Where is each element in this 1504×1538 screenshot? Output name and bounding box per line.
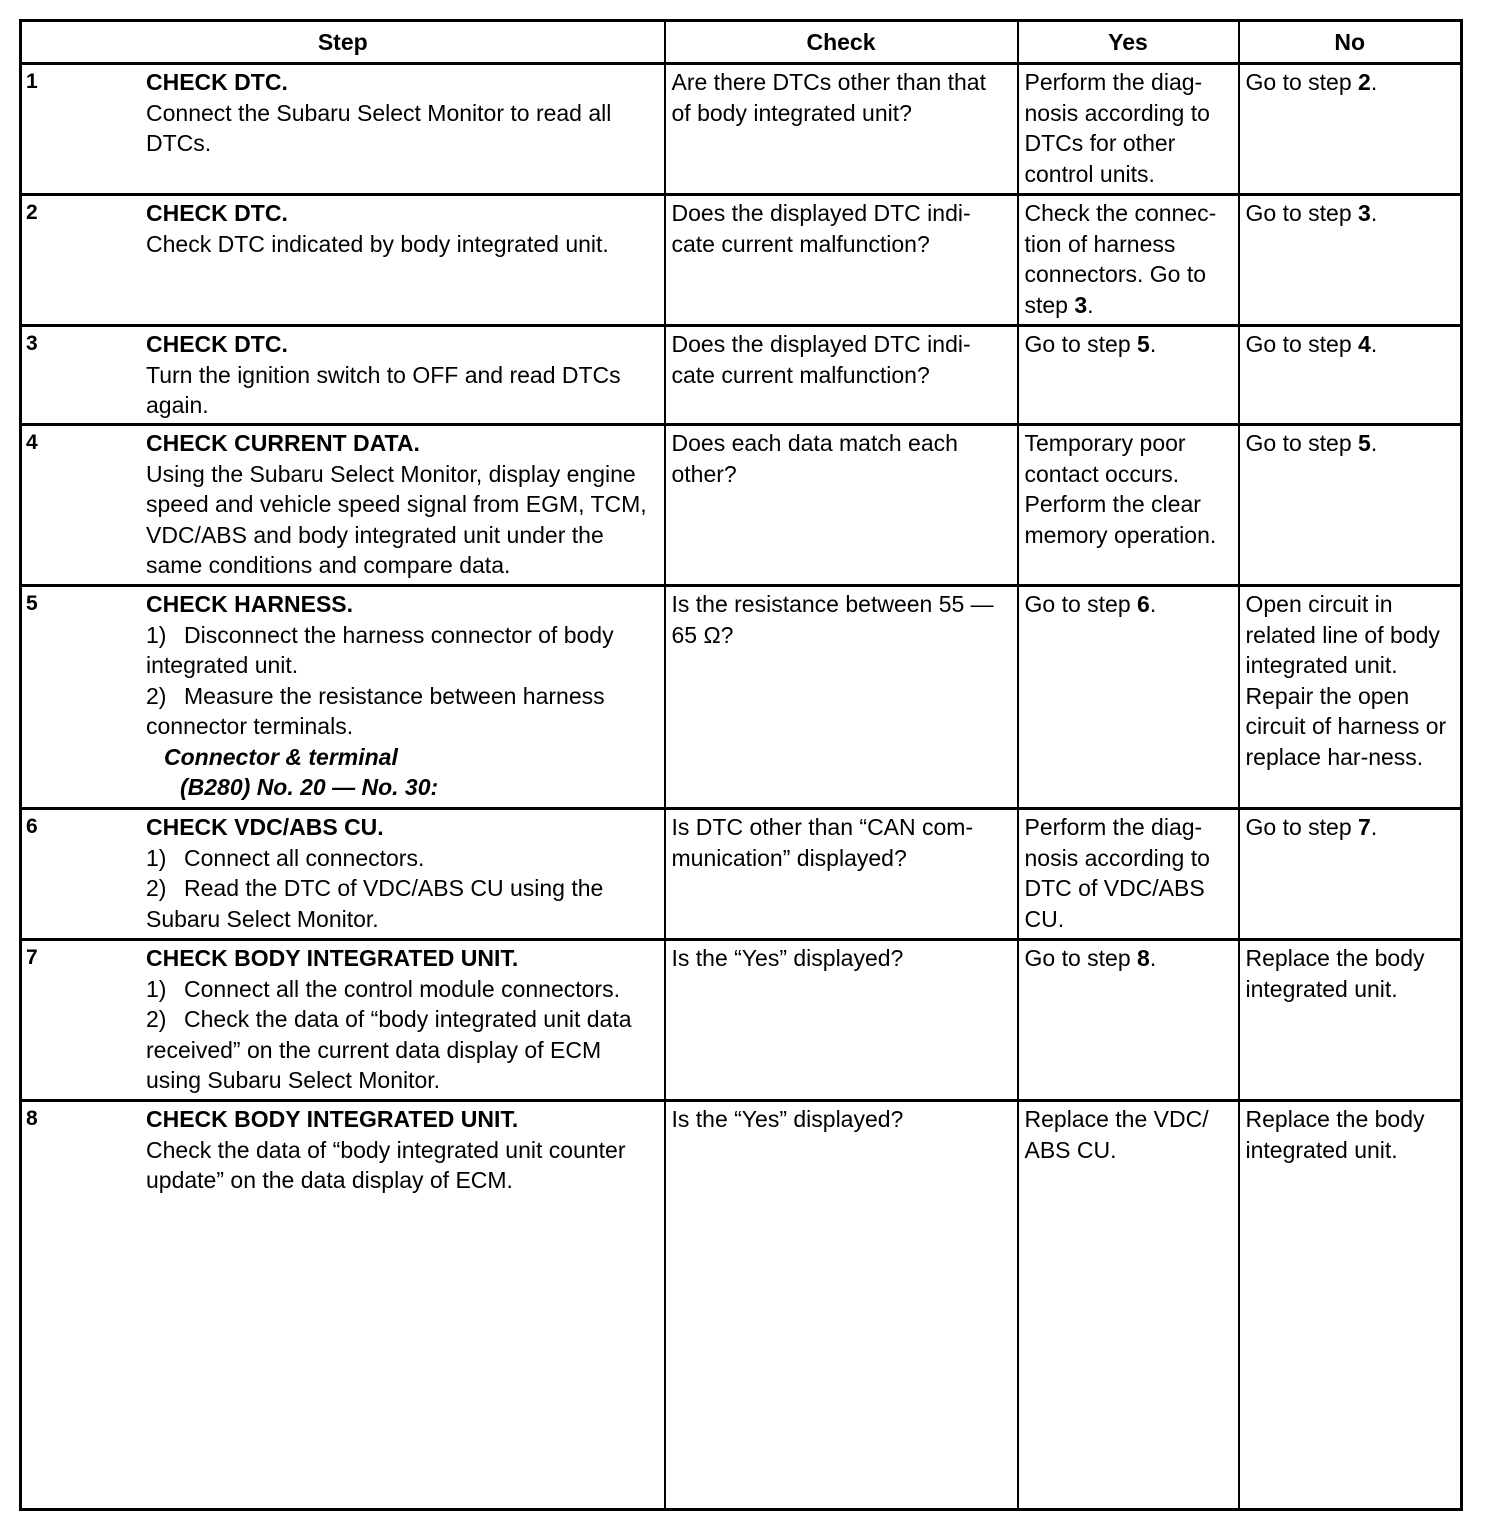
substep-number: 1) (146, 844, 167, 871)
yes-suffix: . (1087, 291, 1094, 318)
yes-step-ref: 5 (1137, 331, 1150, 357)
step-number: 4 (26, 431, 38, 454)
step-description: Using the Subaru Select Monitor, display engine speed and vehicle speed signal from EGM, TCM, VDC/ABS and body integrated unit under the same conditions and compare data. (146, 460, 647, 578)
step-number: 5 (26, 592, 38, 615)
substep (146, 843, 658, 874)
step-cell (21, 195, 665, 326)
substep (146, 1004, 658, 1096)
yes-step-ref: 3 (1074, 291, 1088, 318)
table-row (21, 425, 1462, 586)
yes-suffix: . (1149, 331, 1157, 357)
yes-step-ref: 6 (1137, 591, 1150, 617)
no-cell (1239, 326, 1462, 425)
yes-text: Go to step (1024, 331, 1138, 357)
step-cell (21, 425, 665, 586)
step-title: CHECK BODY INTEGRATED UNIT. (146, 1106, 519, 1132)
step-number: 1 (26, 70, 38, 93)
header-row (21, 21, 1462, 64)
no-text: Go to step (1245, 430, 1359, 456)
step-cell (21, 809, 665, 940)
table-row (21, 809, 1462, 940)
substep (146, 620, 658, 681)
no-cell (1239, 425, 1462, 586)
yes-cell (1018, 326, 1239, 425)
check-cell: Are there DTCs other than that of body integrated unit? (665, 64, 1018, 195)
step-number: 6 (26, 815, 38, 838)
spec-value: (B280) No. 20 — No. 30: (180, 774, 439, 800)
yes-cell (1018, 195, 1239, 326)
check-cell: Is DTC other than “CAN com-munication” displayed? (665, 809, 1018, 940)
yes-cell: Replace the VDC/ ABS CU. (1018, 1101, 1239, 1510)
step-title: CHECK CURRENT DATA. (146, 430, 420, 456)
substep (146, 873, 658, 934)
no-step-ref: 7 (1358, 814, 1371, 840)
substep-text: Check the data of “body integrated unit data received” on the current data display of ECM using Subaru Select Monitor. (146, 1006, 632, 1093)
header-check: Check (665, 21, 1018, 64)
substep-text: Disconnect the harness connector of body integrated unit. (146, 621, 614, 678)
substep-number: 2) (146, 682, 167, 709)
substep-text: Measure the resistance between harness connector terminals. (146, 682, 605, 739)
step-title: CHECK BODY INTEGRATED UNIT. (146, 945, 519, 971)
yes-text: Go to step (1024, 591, 1138, 617)
step-description: Connect the Subaru Select Monitor to read all DTCs. (146, 99, 612, 156)
no-text: Go to step (1245, 200, 1359, 226)
step-cell (21, 1101, 665, 1510)
no-cell (1239, 809, 1462, 940)
yes-cell: Perform the diag-nosis according to DTC of VDC/ABS CU. (1018, 809, 1239, 940)
check-cell: Is the “Yes” displayed? (665, 940, 1018, 1101)
no-step-ref: 4 (1358, 331, 1371, 357)
substep-number: 2) (146, 875, 167, 901)
no-cell: Replace the body integrated unit. (1239, 1101, 1462, 1510)
no-step-ref: 2 (1358, 69, 1371, 95)
substep (146, 681, 658, 742)
step-number: 2 (26, 201, 38, 224)
step-title: CHECK HARNESS. (146, 591, 354, 617)
check-cell: Is the “Yes” displayed? (665, 1101, 1018, 1510)
no-cell: Open circuit in related line of body integrated unit. Repair the open circuit of harness or replace har-ness. (1239, 586, 1462, 809)
yes-suffix: . (1149, 591, 1157, 617)
table-row (21, 1101, 1462, 1510)
step-cell (21, 326, 665, 425)
step-description: Turn the ignition switch to OFF and read DTCs again. (146, 361, 621, 418)
substep-text: Connect all connectors. (184, 844, 425, 871)
yes-suffix: . (1149, 945, 1157, 971)
check-cell: Does the displayed DTC indi-cate current malfunction? (665, 195, 1018, 326)
step-number: 8 (26, 1107, 38, 1130)
step-title: CHECK DTC. (146, 200, 288, 226)
substep-text: Read the DTC of VDC/ABS CU using the Subaru Select Monitor. (146, 875, 604, 932)
no-suffix: . (1370, 69, 1378, 95)
substep (146, 974, 658, 1005)
yes-cell (1018, 940, 1239, 1101)
check-cell: Is the resistance between 55 — 65 Ω? (665, 586, 1018, 809)
step-title: CHECK DTC. (146, 69, 288, 95)
no-step-ref: 3 (1358, 200, 1371, 226)
yes-cell: Temporary poor contact occurs. Perform the clear memory operation. (1018, 425, 1239, 586)
yes-cell (1018, 586, 1239, 809)
table-row (21, 64, 1462, 195)
no-suffix: . (1370, 814, 1378, 840)
diagnostic-table (19, 19, 1463, 1511)
table-row (21, 326, 1462, 425)
substep-number: 1) (146, 621, 167, 648)
step-cell (21, 64, 665, 195)
yes-cell: Perform the diag-nosis according to DTCs for other control units. (1018, 64, 1239, 195)
yes-text: Check the connec-tion of harness connectors. Go to step (1024, 200, 1217, 318)
step-cell (21, 940, 665, 1101)
step-cell (21, 586, 665, 809)
no-text: Go to step (1245, 69, 1359, 95)
header-yes: Yes (1018, 21, 1239, 64)
step-description: Check DTC indicated by body integrated unit. (146, 230, 609, 257)
yes-step-ref: 8 (1137, 945, 1150, 971)
header-no: No (1239, 21, 1462, 64)
no-text: Go to step (1245, 814, 1359, 840)
no-suffix: . (1370, 430, 1378, 456)
no-cell (1239, 64, 1462, 195)
step-title: CHECK DTC. (146, 331, 288, 357)
no-suffix: . (1370, 331, 1378, 357)
no-cell: Replace the body integrated unit. (1239, 940, 1462, 1101)
spec-label: Connector & terminal (164, 743, 398, 770)
no-suffix: . (1370, 200, 1378, 226)
no-cell (1239, 195, 1462, 326)
table-row (21, 940, 1462, 1101)
step-number: 3 (26, 332, 38, 355)
check-cell: Does each data match each other? (665, 425, 1018, 586)
no-step-ref: 5 (1358, 430, 1371, 456)
table-row (21, 195, 1462, 326)
check-cell: Does the displayed DTC indi-cate current malfunction? (665, 326, 1018, 425)
table-row (21, 586, 1462, 809)
yes-text: Go to step (1024, 945, 1138, 971)
substep-number: 2) (146, 1006, 167, 1032)
substep-text: Connect all the control module connectors. (184, 975, 620, 1002)
header-step: Step (21, 21, 665, 64)
step-title: CHECK VDC/ABS CU. (146, 814, 384, 840)
no-text: Go to step (1245, 331, 1359, 357)
substep-number: 1) (146, 975, 167, 1002)
step-description: Check the data of “body integrated unit counter update” on the data display of ECM. (146, 1136, 626, 1193)
step-number: 7 (26, 946, 38, 969)
